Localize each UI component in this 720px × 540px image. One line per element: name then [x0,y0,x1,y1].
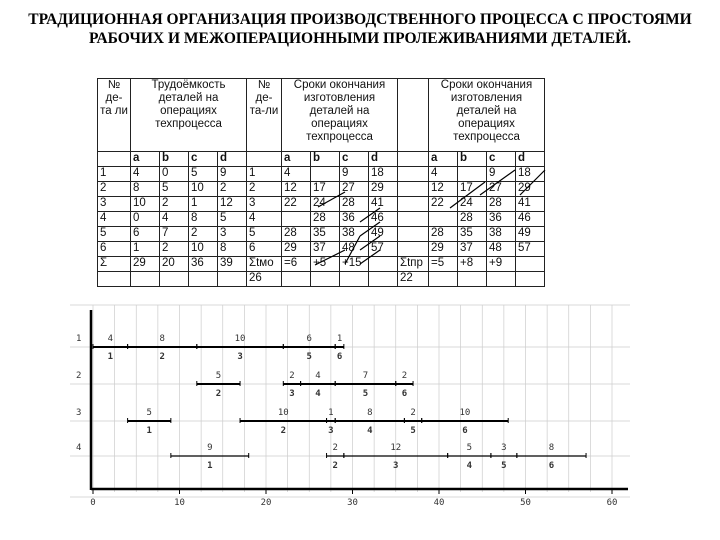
table-cell: 29 [282,242,311,257]
table-cell: 3 [98,197,131,212]
header-finish-1: Сроки окончания изготовления деталей на операциях техпроцесса [282,79,398,152]
x-tick-label: 60 [606,498,618,508]
x-tick-label: 20 [260,498,272,508]
header-finish-2: Сроки окончания изготовления деталей на операциях техпроцесса [429,79,545,152]
table-cell: 28 [282,227,311,242]
table-cell: Σtмо [247,257,282,272]
segment-part: 1 [107,352,114,362]
table-cell: 2 [160,242,189,257]
segment-duration: 8 [367,408,373,418]
table-cell: 36 [487,212,516,227]
row-label: 1 [76,334,82,344]
table-cell: 29 [429,242,458,257]
table-cell: 5 [160,182,189,197]
table-cell: 28 [487,197,516,212]
segment-part: 3 [393,461,399,471]
table-cell: +5 [311,257,340,272]
table-cell: 2 [160,197,189,212]
table-cell: 49 [516,227,545,242]
table-cell: Σ [98,257,131,272]
table-cell: 28 [429,227,458,242]
table-cell: 6 [131,227,160,242]
table-cell: 38 [340,227,369,242]
table-cell: 18 [516,167,545,182]
segment-part: 6 [548,461,555,471]
segment-duration: 2 [289,371,295,381]
table-cell: 37 [311,242,340,257]
header-part-no: № де-та ли [98,79,131,152]
table-cell: 3 [247,197,282,212]
table-cell: 5 [189,167,218,182]
table-cell: 18 [369,167,398,182]
segment-part: 5 [410,426,416,436]
segment-duration: 10 [234,334,246,344]
table-cell: 17 [458,182,487,197]
table-cell: 24 [458,197,487,212]
op-header: b [458,152,487,167]
op-header: a [131,152,160,167]
table-cell: 1 [247,167,282,182]
segment-part: 5 [501,461,507,471]
table-cell: 27 [487,182,516,197]
table-cell: 1 [189,197,218,212]
segment-part: 5 [306,352,312,362]
table-cell: 10 [131,197,160,212]
table-cell: +15 [340,257,369,272]
table-cell: 29 [131,257,160,272]
table-cell: 1 [131,242,160,257]
table-cell: 28 [458,212,487,227]
segment-duration: 4 [315,371,321,381]
segment-part: 5 [362,389,369,399]
table-cell: 17 [311,182,340,197]
op-header: a [282,152,311,167]
table-cell: 2 [218,182,247,197]
segment-part: 1 [207,461,213,471]
segment-duration: 10 [459,408,471,418]
segment-part: 2 [215,389,222,399]
segment-duration: 12 [390,443,402,453]
op-header: d [218,152,247,167]
table-cell: 7 [160,227,189,242]
segment-duration: 2 [401,371,408,381]
table-cell: 46 [369,212,398,227]
table-cell: 9 [218,167,247,182]
segment-part: 1 [146,426,152,436]
segment-duration: 4 [107,334,114,344]
table-cell: 36 [340,212,369,227]
table-cell: 12 [218,197,247,212]
table-cell: 35 [311,227,340,242]
x-tick-label: 10 [174,498,185,508]
table-cell: 57 [516,242,545,257]
table-cell: 26 [247,272,282,287]
table-cell: =6 [282,257,311,272]
table-cell: 6 [98,242,131,257]
table-cell: 10 [189,182,218,197]
segment-duration: 2 [410,408,416,418]
row-label: 3 [76,408,82,418]
table-cell: 2 [189,227,218,242]
table-cell: 49 [369,227,398,242]
table-cell: 57 [369,242,398,257]
op-header: d [369,152,398,167]
table-cell: 6 [247,242,282,257]
table-cell: 5 [218,212,247,227]
table-cell: 41 [369,197,398,212]
table-cell: 41 [516,197,545,212]
table-cell: 28 [311,212,340,227]
table-cell: 4 [160,212,189,227]
table-cell: 24 [311,197,340,212]
op-header: c [340,152,369,167]
segment-duration: 5 [466,443,472,453]
segment-duration: 7 [362,371,369,381]
table-cell: 9 [487,167,516,182]
row-label: 4 [76,443,82,453]
table-cell: 36 [189,257,218,272]
slide-title: ТРАДИЦИОННАЯ ОРГАНИЗАЦИЯ ПРОИЗВОДСТВЕННОГО ПРОЦЕССА С ПРОСТОЯМИ РАБОЧИХ И МЕЖОПЕРАЦИОННЫМИ ПРОЛЕЖИВАНИЯМИ ДЕТАЛЕЙ. [28,11,692,47]
table-cell: 5 [247,227,282,242]
table-cell: 38 [487,227,516,242]
segment-duration: 1 [336,334,343,344]
segment-duration: 2 [332,443,338,453]
table-cell: +8 [458,257,487,272]
table-cell: 22 [429,197,458,212]
segment-duration: 8 [548,443,555,453]
table-cell: 48 [487,242,516,257]
header-part-no-2: № де-та-ли [247,79,282,152]
segment-part: 2 [159,352,165,362]
table-cell: 4 [131,167,160,182]
op-header: b [160,152,189,167]
x-tick-label: 50 [520,498,531,508]
table-cell: 35 [458,227,487,242]
table-cell: 48 [340,242,369,257]
table-cell: 20 [160,257,189,272]
segment-duration: 9 [207,443,213,453]
table-cell: 27 [340,182,369,197]
segment-duration: 10 [277,408,289,418]
table-cell: 0 [131,212,160,227]
op-header: d [516,152,545,167]
table-cell: 4 [247,212,282,227]
segment-duration: 5 [146,408,152,418]
segment-duration: 6 [306,334,312,344]
segment-part: 3 [328,426,334,436]
table-cell: 29 [516,182,545,197]
table-cell: 4 [98,212,131,227]
segment-part: 4 [315,389,321,399]
segment-duration: 3 [501,443,507,453]
table-cell: +9 [487,257,516,272]
table-cell: 2 [247,182,282,197]
table-cell: =5 [429,257,458,272]
table-cell: 29 [369,182,398,197]
segment-part: 2 [280,426,287,436]
x-tick-label: 40 [433,498,445,508]
table-cell: 1 [98,167,131,182]
table-cell: 12 [282,182,311,197]
table-cell: 5 [98,227,131,242]
segment-part: 3 [237,352,243,362]
table-cell: 46 [516,212,545,227]
table-cell: 4 [429,167,458,182]
table-cell: 39 [218,257,247,272]
segment-part: 6 [336,352,343,362]
table-cell: 8 [189,212,218,227]
segment-part: 2 [332,461,338,471]
segment-part: 3 [289,389,295,399]
table-cell: 10 [189,242,218,257]
table-cell: 9 [340,167,369,182]
table-cell: 0 [160,167,189,182]
table-cell: 12 [429,182,458,197]
table-cell: Σtпр [398,257,429,272]
table-cell: 22 [282,197,311,212]
table-cell: 2 [98,182,131,197]
x-tick-label: 30 [347,498,358,508]
op-header: b [311,152,340,167]
row-label: 2 [76,371,82,381]
segment-part: 4 [367,426,373,436]
segment-part: 6 [462,426,468,436]
segment-duration: 5 [215,371,222,381]
op-header: c [487,152,516,167]
table-cell: 4 [282,167,311,182]
table-cell: 28 [340,197,369,212]
segment-part: 4 [466,461,472,471]
op-header: c [189,152,218,167]
table-cell: 37 [458,242,487,257]
segment-duration: 8 [159,334,165,344]
table-cell: 8 [131,182,160,197]
x-tick-label: 0 [90,498,96,508]
segment-duration: 1 [328,408,334,418]
table-cell: 22 [398,272,429,287]
op-header: a [429,152,458,167]
table-cell: 3 [218,227,247,242]
header-labor: Трудоёмкость деталей на операциях техпроцесса [131,79,247,152]
table-cell: 8 [218,242,247,257]
segment-part: 6 [401,389,408,399]
